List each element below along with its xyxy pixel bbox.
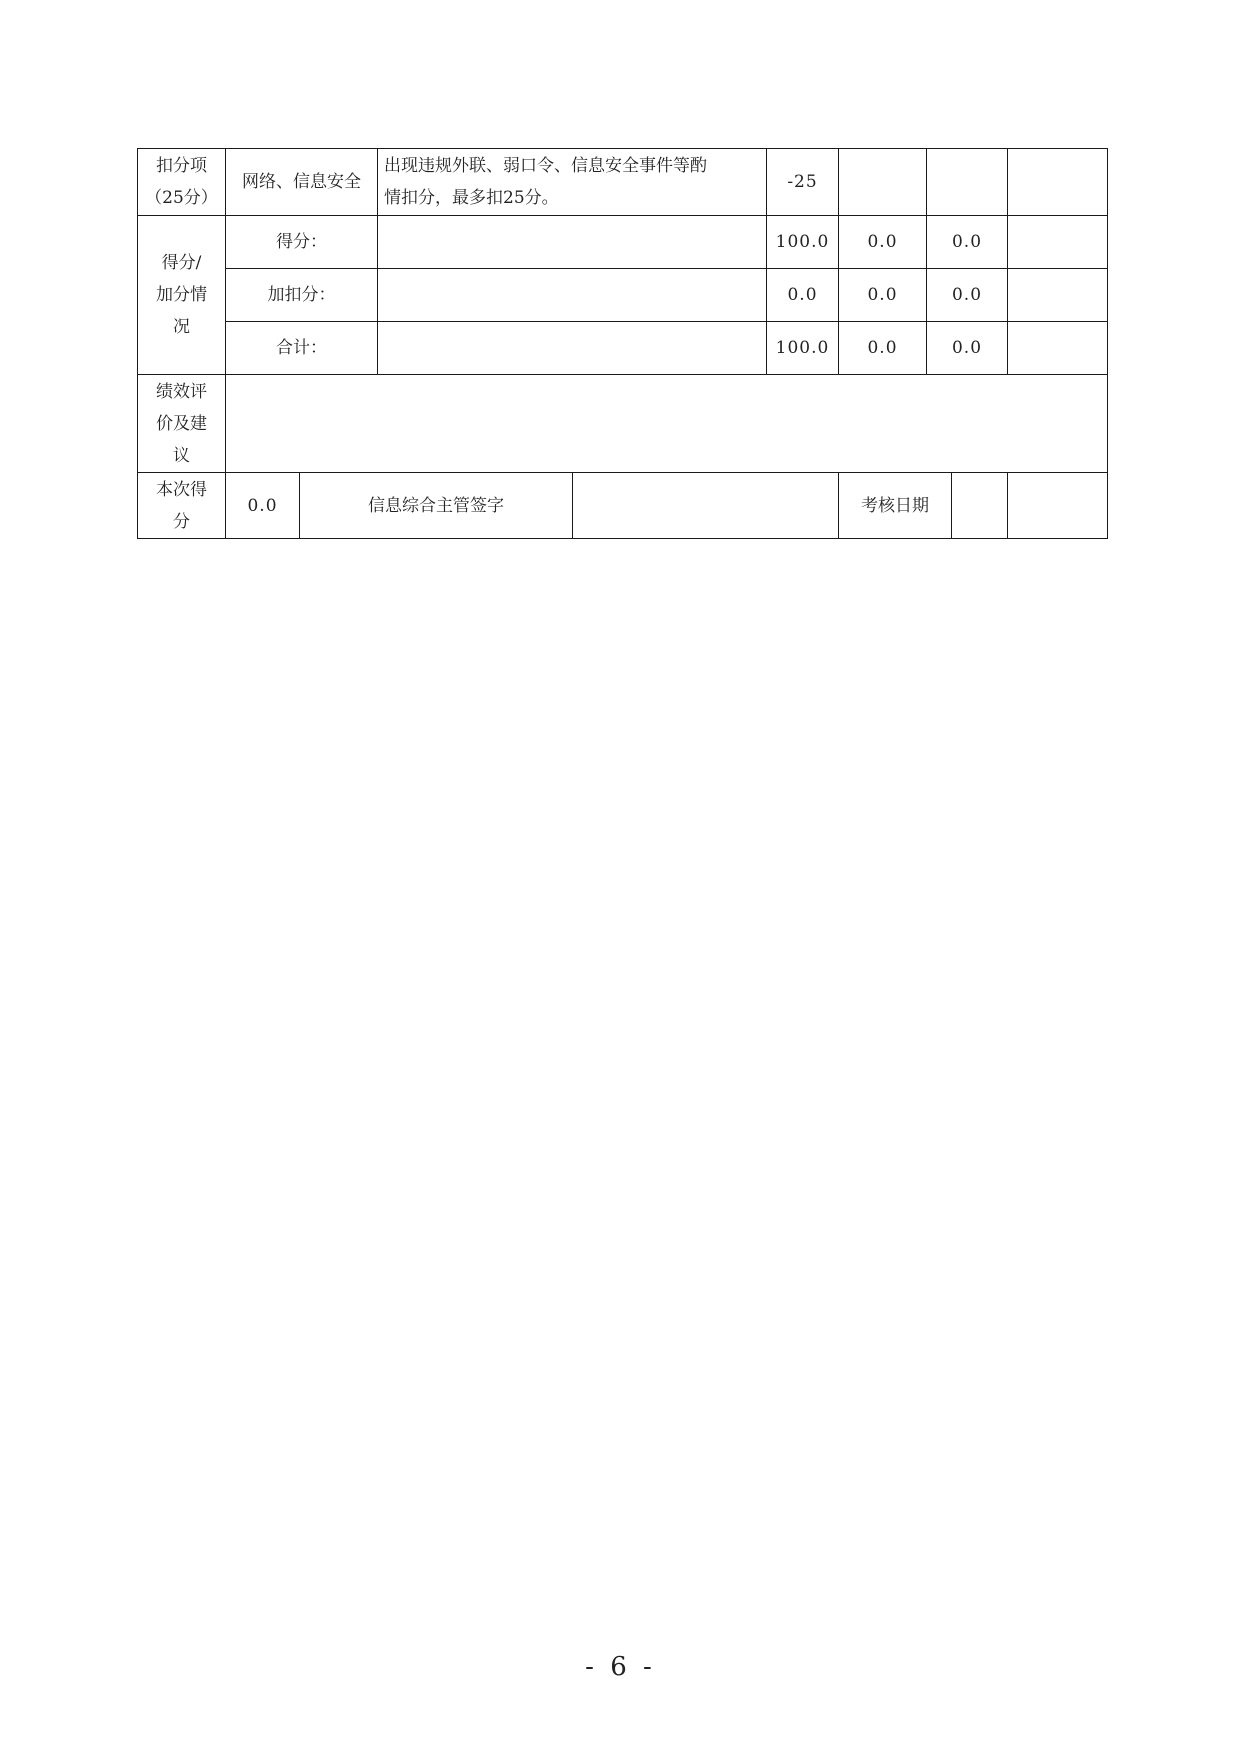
- score-row-extra: [1008, 216, 1108, 269]
- supervisor-sign-label: 信息综合主管签字: [300, 473, 573, 539]
- adjustment-row: [138, 269, 1108, 322]
- current-score-value: 0.0: [226, 473, 300, 539]
- deduction-criteria-line2: 情扣分，最多扣25分。: [384, 188, 559, 208]
- score-row: [138, 216, 1108, 269]
- deduction-row: [138, 149, 1108, 216]
- total-row-value-3: 0.0: [927, 322, 1008, 375]
- footer-extra-cell: [1008, 473, 1108, 539]
- score-row-value-3: 0.0: [927, 216, 1008, 269]
- current-score-label-line2: 分: [173, 511, 190, 532]
- total-row-label: 合计：: [226, 322, 378, 375]
- score-row-label: 得分：: [226, 216, 378, 269]
- deduction-category-line1: 扣分项: [156, 156, 207, 176]
- footer-row: [138, 473, 1108, 539]
- deduction-points-cell: -25: [767, 149, 839, 216]
- supervisor-sign-value: [573, 473, 839, 539]
- total-row-value-2: 0.0: [839, 322, 927, 375]
- deduction-col6-cell: [927, 149, 1008, 216]
- score-group-label-line3: 况: [173, 317, 190, 337]
- total-row-extra: [1008, 322, 1108, 375]
- evaluation-label-line1: 绩效评: [156, 381, 207, 402]
- deduction-criteria-cell: [378, 149, 767, 216]
- evaluation-label-line2: 价及建: [156, 413, 207, 434]
- adjustment-row-extra: [1008, 269, 1108, 322]
- review-date-value: [952, 473, 1008, 539]
- adjustment-row-label: 加扣分：: [226, 269, 378, 322]
- total-row-value-1: 100.0: [767, 322, 839, 375]
- adjustment-row-blank: [378, 269, 767, 322]
- current-score-label-line1: 本次得: [156, 479, 207, 500]
- total-row: [138, 322, 1108, 375]
- score-group-label-line2: 加分情: [156, 285, 207, 305]
- deduction-category-cell: [138, 149, 226, 216]
- assessment-table: [137, 148, 1108, 539]
- current-score-label-cell: [138, 473, 226, 539]
- adjustment-row-value-1: 0.0: [767, 269, 839, 322]
- score-row-blank: [378, 216, 767, 269]
- score-row-value-1: 100.0: [767, 216, 839, 269]
- deduction-col5-cell: [839, 149, 927, 216]
- evaluation-label-cell: [138, 375, 226, 473]
- total-row-blank: [378, 322, 767, 375]
- score-row-value-2: 0.0: [839, 216, 927, 269]
- review-date-label: 考核日期: [839, 473, 952, 539]
- deduction-category-line2: （25分）: [145, 188, 218, 208]
- evaluation-label-line3: 议: [173, 445, 190, 466]
- evaluation-row: [138, 375, 1108, 473]
- deduction-col7-cell: [1008, 149, 1108, 216]
- evaluation-content-cell: [226, 375, 1108, 473]
- score-group-label-cell: [138, 216, 226, 375]
- adjustment-row-value-2: 0.0: [839, 269, 927, 322]
- deduction-criteria-line1: 出现违规外联、弱口令、信息安全事件等酌: [384, 156, 707, 176]
- score-group-label-line1: 得分/: [161, 253, 202, 273]
- deduction-item-cell: 网络、信息安全: [226, 149, 378, 216]
- adjustment-row-value-3: 0.0: [927, 269, 1008, 322]
- page-number: - 6 -: [585, 1652, 656, 1682]
